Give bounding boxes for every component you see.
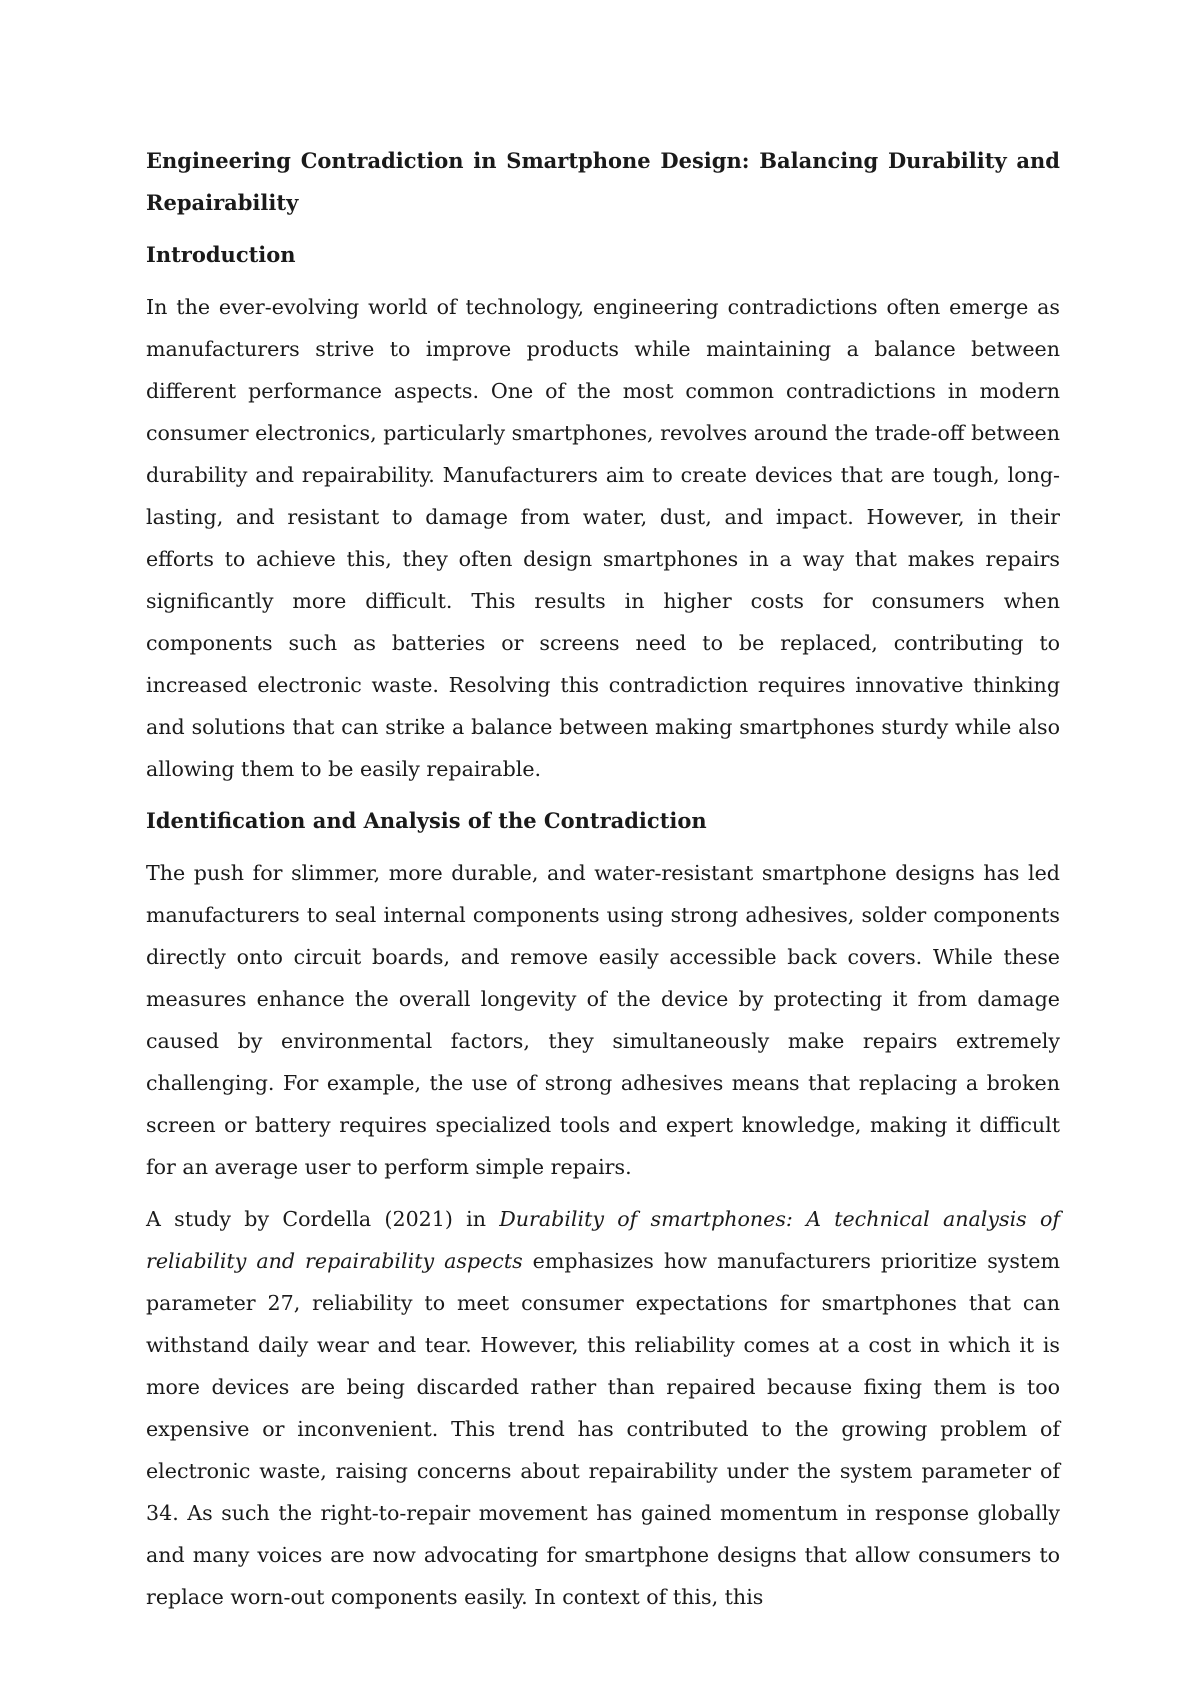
study-paragraph <box>146 1198 1060 1618</box>
study-text-before: A study by Cordella (2021) in <box>146 1207 500 1231</box>
section-heading-introduction: Introduction <box>146 242 296 267</box>
study-text-after: emphasizes how manufacturers prioritize system parameter 27, reliability to meet consumer expectations for smartphones that can withstand daily wear and tear. However, this reliability comes at a cost in which it is more devices are being discarded rather than repaired because fixing them is too expensive or inconvenient. This trend has contributed to the growing problem of electronic waste, raising concerns about repairability under the system parameter of 34. As such the right-to-repair movement has gained momentum in response globally and many voices are now advocating for smartphone designs that allow consumers to replace worn-out components easily. In context of this, this <box>146 1249 1060 1609</box>
section-heading-identification: Identification and Analysis of the Contradiction <box>146 808 707 833</box>
document-page <box>146 140 1060 1628</box>
introduction-paragraph: In the ever-evolving world of technology, engineering contradictions often emerge as manufacturers strive to improve products while maintaining a balance between different performance aspects. One of the most common contradictions in modern consumer electronics, particularly smartphones, revolves around the trade-off between durability and repairability. Manufacturers aim to create devices that are tough, long-lasting, and resistant to damage from water, dust, and impact. However, in their efforts to achieve this, they often design smartphones in a way that makes repairs significantly more difficult. This results in higher costs for consumers when components such as batteries or screens need to be replaced, contributing to increased electronic waste. Resolving this contradiction requires innovative thinking and solutions that can strike a balance between making smartphones sturdy while also allowing them to be easily repairable. <box>146 295 1060 781</box>
identification-paragraph: The push for slimmer, more durable, and water-resistant smartphone designs has led manufacturers to seal internal components using strong adhesives, solder components directly onto circuit boards, and remove easily accessible back covers. While these measures enhance the overall longevity of the device by protecting it from damage caused by environmental factors, they simultaneously make repairs extremely challenging. For example, the use of strong adhesives means that replacing a broken screen or battery requires specialized tools and expert knowledge, making it difficult for an average user to perform simple repairs. <box>146 861 1060 1179</box>
document-title: Engineering Contradiction in Smartphone Design: Balancing Durability and Repairability <box>146 148 1060 215</box>
study-title-italic: Durability of smartphones: A technical analysis of reliability and repairability aspects <box>146 1207 1060 1273</box>
